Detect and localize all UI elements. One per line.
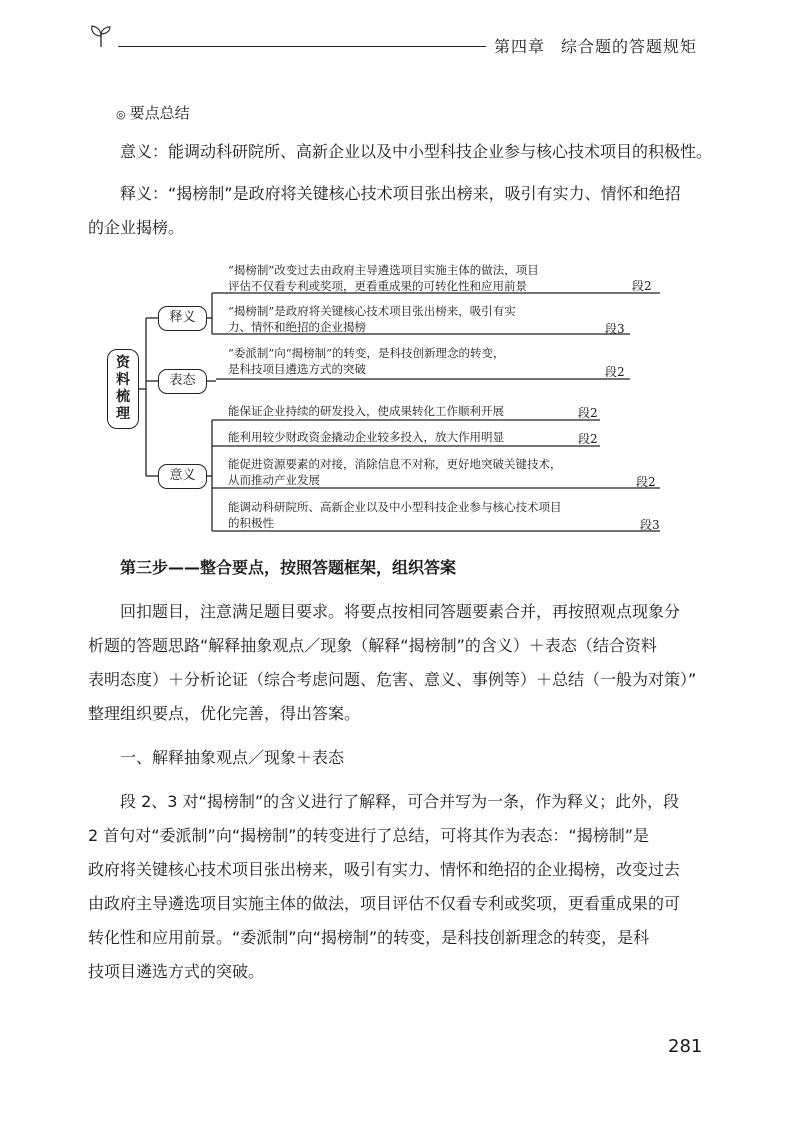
step3-subheading: 一、解释抽象观点／现象＋表态 [120, 748, 345, 767]
step3-para1-line: 回扣题目，注意满足题目要求。将要点按相同答题要素合并，再按照观点现象分 [120, 602, 681, 621]
mindmap-root [107, 349, 139, 429]
leaf-line: 是科技项目遴选方式的突破 [228, 362, 366, 376]
leaf-line: 的积极性 [228, 516, 274, 530]
branch-meaning: 意义 [158, 464, 207, 489]
chapter-header [494, 34, 697, 57]
step3-para2-line: 政府将关键核心技术项目张出榜来，吸引有实力、情怀和绝招的企业揭榜，改变过去 [88, 860, 681, 879]
step3-para1-line: 整理组织要点，优化完善，得出答案。 [88, 704, 361, 723]
step3-para2-line: 2 首句对“委派制”向“揭榜制”的转变进行了总结，可将其作为表态：“揭榜制”是 [88, 826, 650, 845]
leaf-line: 能利用较少财政资金撬动企业较多投入，放大作用明显 [228, 430, 504, 444]
leaf-seg-tag: 段2 [605, 365, 625, 379]
leaf-seg-tag: 段3 [640, 518, 660, 532]
branch-attitude: 表态 [158, 369, 207, 394]
leaf-line: 能促进资源要素的对接，消除信息不对称，更好地突破关键技术， [228, 457, 562, 471]
leaf-seg-tag: 段2 [632, 279, 652, 293]
step3-para2-line: 段 2、3 对“揭榜制”的含义进行了解释，可合并写为一条，作为释义；此外，段 [120, 792, 680, 811]
leaf-seg-tag: 段2 [636, 475, 656, 489]
leaf-line: 能保证企业持续的研发投入，使成果转化工作顺利开展 [228, 404, 504, 418]
leaf-line: “揭榜制”改变过去由政府主导遴选项目实施主体的做法，项目 [228, 263, 539, 277]
leaf-line: 能调动科研院所、高新企业以及中小型科技企业参与核心技术项目 [228, 500, 562, 514]
branch-explain: 释义 [158, 306, 207, 331]
summary-explain-line1: 释义：“揭榜制”是政府将关键核心技术项目张出榜来，吸引有实力、情怀和绝招 [120, 184, 681, 203]
sprout-icon [88, 24, 114, 48]
leaf-seg-tag: 段2 [578, 406, 598, 420]
step3-para2-line: 技项目遴选方式的突破。 [88, 962, 265, 981]
page-number: 281 [668, 1036, 703, 1057]
header-rule [118, 46, 486, 47]
chapter-label: 第四章 [494, 37, 546, 56]
step3-para2-line: 由政府主导遴选项目实施主体的做法，项目评估不仅看专利或奖项，更看重成果的可 [88, 894, 681, 913]
step3-para2-line: 转化性和应用前景。“委派制”向“揭榜制”的转变，是科技创新理念的转变，是科 [88, 928, 650, 947]
chapter-title: 综合题的答题规矩 [561, 37, 698, 56]
root-char: 料 [116, 372, 130, 388]
step3-heading: 第三步——整合要点，按照答题框架，组织答案 [120, 558, 457, 577]
leaf-line: 评估不仅看专利或奖项，更看重成果的可转化性和应用前景 [228, 279, 527, 293]
step3-para1-line: 析题的答题思路“解释抽象观点／现象（解释“揭榜制”的含义）＋表态（结合资料 [88, 636, 657, 655]
leaf-seg-tag: 段2 [578, 432, 598, 446]
section-heading [116, 102, 190, 123]
leaf-line: 力、情怀和绝招的企业揭榜 [228, 320, 366, 334]
bullet-icon: ◎ [116, 108, 126, 121]
root-char: 资 [116, 355, 130, 371]
step3-para1-line: 表明态度）＋分析论证（综合考虑问题、危害、意义、事例等）＋总结（一般为对策）” [88, 670, 697, 689]
leaf-seg-tag: 段3 [605, 322, 625, 336]
root-char: 梳 [116, 389, 130, 405]
root-char: 理 [116, 406, 130, 422]
summary-meaning: 意义：能调动科研院所、高新企业以及中小型科技企业参与核心技术项目的积极性。 [120, 142, 713, 161]
leaf-line: “委派制”向“揭榜制”的转变，是科技创新理念的转变， [228, 346, 505, 360]
leaf-line: 从而推动产业发展 [228, 473, 320, 487]
section-heading-text: 要点总结 [129, 104, 190, 122]
summary-explain-line2: 的企业揭榜。 [88, 218, 185, 237]
leaf-line: “揭榜制”是政府将关键核心技术项目张出榜来，吸引有实 [228, 304, 516, 318]
